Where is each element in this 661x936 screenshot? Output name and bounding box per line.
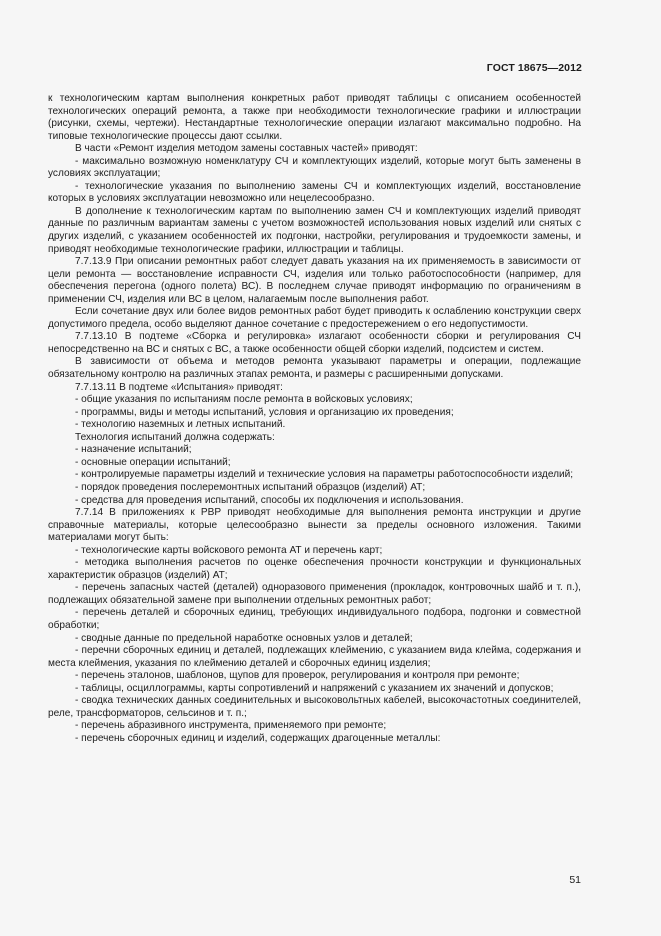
- paragraph: 7.7.13.10 В подтеме «Сборка и регулировка» излагают особенности сборки и регулирования СЧ непосредственно на ВС и снятых с ВС, а также особенности общей сборки изделий, подсистем и систем.: [48, 331, 581, 355]
- list-item: - сводные данные по предельной наработке основных узлов и деталей;: [75, 632, 413, 644]
- list-item: - технологические указания по выполнению замены СЧ и комплектующих изделий, восстановление которых в условиях эксплуатации невозможно или нецелесообразно.: [48, 180, 581, 205]
- list-item: - назначение испытаний;: [75, 444, 192, 456]
- list-item: - порядок проведения послеремонтных испытаний образцов (изделий) АТ;: [75, 481, 426, 493]
- list-item: - перечень эталонов, шаблонов, щупов для проверок, регулирования и контроля при ремонте;: [75, 670, 520, 682]
- paragraph: В части «Ремонт изделия методом замены составных частей» приводят:: [75, 143, 418, 155]
- list-item: - максимально возможную номенклатуру СЧ и комплектующих изделий, которые могут быть заменены в условиях эксплуатации;: [48, 155, 581, 180]
- paragraph: 7.7.13.9 При описании ремонтных работ следует давать указания на их применяемость в зависимости от цели ремонта — восстановление исправности СЧ, изделия или только работоспособности (например, для обеспечения перегона (одного полета) ВС). В последнем случае приводят информацию по ограничениям в применении СЧ, изделия или ВС в целом, налагаемым после выполнения работ.: [48, 256, 581, 305]
- list-item: - контролируемые параметры изделий и технические условия на параметры работоспособности изделий;: [75, 469, 574, 481]
- list-item: - перечни сборочных единиц и деталей, подлежащих клеймению, с указанием вида клейма, содержания и места клеймения, указания по клеймению деталей и сборочных единиц изделия;: [48, 645, 581, 669]
- list-item: - сводка технических данных соединительных и высоковольтных кабелей, высокочастотных соединителей, реле, трансформаторов, сельсинов и т. п.;: [48, 695, 581, 719]
- paragraph: 7.7.13.11 В подтеме «Испытания» приводят:: [75, 381, 283, 393]
- paragraph: Если сочетание двух или более видов ремонтных работ будет приводить к ослаблению конструкции сверх допустимого предела, особо выделяют данное сочетание с предостережением о его недопустимости.: [48, 306, 581, 330]
- list-item: - основные операции испытаний;: [75, 456, 231, 468]
- list-item: - программы, виды и методы испытаний, условия и организацию их проведения;: [75, 406, 454, 418]
- paragraph: В зависимости от объема и методов ремонта указывают параметры и операции, подлежащие обязательному контролю на различных этапах ремонта, и размеры с расширенными допусками.: [48, 356, 581, 381]
- list-item: - перечень абразивного инструмента, применяемого при ремонте;: [75, 720, 387, 732]
- paragraph: В дополнение к технологическим картам по выполнению замен СЧ и комплектующих изделий приводят данные по различным вариантам замены с учетом возможностей использования новых изделий или снятых с других изделий, с указанием особенностей их подгонки, настройки, регулирования и трудоемкости замены, и приводят необходимые технологические графики, иллюстрации и таблицы.: [48, 205, 581, 255]
- list-item: - методика выполнения расчетов по оценке обеспечения прочности конструкции и функциональных характеристик образцов (изделий) АТ;: [48, 557, 581, 581]
- list-item: - средства для проведения испытаний, способы их подключения и использования.: [75, 494, 464, 506]
- paragraph: к технологическим картам выполнения конкретных работ приводят таблицы с описанием особенностей технологических операций ремонта, а также при необходимости технологические графики и иллюстрации (рисунки, схемы, чертежи). Нестандартные технологические операции излагают максимально подробно. На типовые технологические процессы дают ссылки.: [48, 93, 581, 142]
- list-item: - перечень запасных частей (деталей) одноразового применения (прокладок, контровочных шайб и т. п.), подлежащих обязательной замене при выполнении отдельных ремонтных работ;: [48, 582, 581, 606]
- document-header: ГОСТ 18675—2012: [486, 62, 582, 74]
- paragraph: 7.7.14 В приложениях к РВР приводят необходимые для выполнения ремонта инструкции и другие справочные материалы, которые целесообразно вынести за пределы основного изложения. Такими материалами могут быть:: [48, 507, 581, 544]
- document-body: [48, 93, 581, 745]
- list-item: - технологические карты войскового ремонта АТ и перечень карт;: [75, 544, 383, 556]
- list-item: - перечень сборочных единиц и изделий, содержащих драгоценные металлы:: [75, 732, 441, 744]
- list-item: - таблицы, осциллограммы, карты сопротивлений и напряжений с указанием их значений и допусков;: [75, 682, 554, 694]
- list-item: - технологию наземных и летных испытаний.: [75, 419, 286, 431]
- list-item: - общие указания по испытаниям после ремонта в войсковых условиях;: [75, 394, 413, 406]
- paragraph: Технология испытаний должна содержать:: [75, 431, 275, 443]
- list-item: - перечень деталей и сборочных единиц, требующих индивидуального подбора, подгонки и совместной обработки;: [48, 607, 581, 631]
- page-number: 51: [569, 874, 581, 886]
